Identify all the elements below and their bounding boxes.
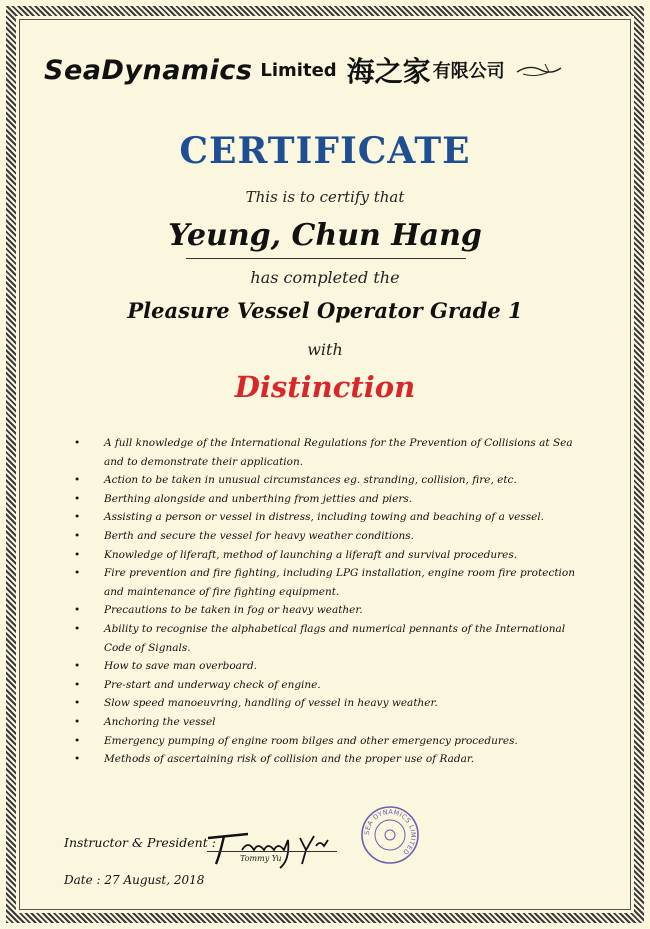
- list-item: [68, 620, 588, 657]
- competency-list: [68, 434, 588, 769]
- list-item-text: How to save man overboard.: [104, 660, 257, 673]
- list-item-text: Anchoring the vessel: [104, 715, 216, 728]
- bullet-icon: •: [74, 734, 81, 747]
- with-line: with: [307, 340, 343, 359]
- list-item: [68, 732, 588, 751]
- list-item-text: Ability to recognise the alphabetical flags and numerical pennants of the International Code of Signals.: [104, 622, 566, 654]
- signature-line: [207, 851, 337, 852]
- company-header: [44, 50, 614, 90]
- course-name: Pleasure Vessel Operator Grade 1: [127, 298, 523, 323]
- list-item: [68, 508, 588, 527]
- list-item-text: Berthing alongside and unberthing from jetties and piers.: [104, 492, 413, 505]
- list-item: [68, 676, 588, 695]
- list-item-text: Action to be taken in unusual circumstances eg. stranding, collision, fire, etc.: [104, 474, 517, 487]
- bullet-icon: •: [74, 548, 81, 561]
- list-item-text: Methods of ascertaining risk of collision and the proper use of Radar.: [104, 753, 475, 766]
- bullet-icon: •: [74, 492, 81, 505]
- list-item-text: A full knowledge of the International Regulations for the Prevention of Collisions at Sea and to demonstrate their application.: [104, 437, 573, 468]
- bullet-icon: •: [74, 567, 81, 580]
- brand-suffix: Limited: [260, 59, 337, 81]
- list-item: [68, 490, 588, 509]
- list-item: [68, 527, 588, 546]
- brand-chinese-name: 海之家: [346, 55, 431, 88]
- list-item: [68, 434, 588, 471]
- bullet-icon: •: [74, 511, 81, 524]
- list-item: [68, 546, 588, 565]
- bullet-icon: •: [74, 529, 81, 542]
- instructor-label: Instructor & President :: [64, 835, 216, 850]
- bullet-icon: •: [74, 622, 81, 635]
- certify-line: This is to certify that: [245, 188, 405, 206]
- list-item: [68, 750, 588, 769]
- boat-logo-icon: [515, 60, 563, 80]
- recipient-name: Yeung, Chun Hang: [168, 218, 482, 253]
- bullet-icon: •: [74, 715, 81, 728]
- list-item: [68, 657, 588, 676]
- list-item-text: Knowledge of liferaft, method of launching a liferaft and survival procedures.: [104, 548, 518, 561]
- completed-line: has completed the: [250, 268, 400, 287]
- bullet-icon: •: [74, 678, 81, 691]
- list-item-text: Fire prevention and fire fighting, including LPG installation, engine room fire protection and maintenance of fire fighting equipment.: [104, 567, 575, 598]
- bullet-icon: •: [74, 697, 81, 710]
- certificate-title: CERTIFICATE: [179, 130, 471, 172]
- list-item-text: Slow speed manoeuvring, handling of vessel in heavy weather.: [104, 697, 438, 710]
- list-item-text: Assisting a person or vessel in distress, including towing and beaching of a vessel.: [104, 511, 545, 524]
- bullet-icon: •: [74, 474, 81, 487]
- brand-chinese-suffix: 有限公司: [432, 61, 505, 82]
- bullet-icon: •: [74, 604, 81, 617]
- name-underline: [186, 258, 466, 259]
- list-item-text: Berth and secure the vessel for heavy weather conditions.: [104, 529, 414, 542]
- list-item-text: Pre-start and underway check of engine.: [104, 678, 321, 691]
- bullet-icon: •: [74, 753, 81, 766]
- list-item-text: Precautions to be taken in fog or heavy weather.: [104, 604, 363, 617]
- signatory-name: Tommy Yu: [240, 854, 282, 863]
- list-item: [68, 694, 588, 713]
- company-seal-icon: [360, 805, 420, 865]
- bullet-icon: •: [74, 437, 81, 449]
- list-item: [68, 471, 588, 490]
- list-item: [68, 564, 588, 601]
- list-item: [68, 601, 588, 620]
- issue-date: Date : 27 August, 2018: [64, 873, 205, 887]
- list-item: [68, 713, 588, 732]
- list-item-text: Emergency pumping of engine room bilges and other emergency procedures.: [104, 734, 518, 747]
- grade-distinction: Distinction: [234, 370, 416, 404]
- svg-text:SEA DYNAMICS LIMITED: SEA DYNAMICS LIMITED: [362, 807, 418, 857]
- brand-name: SeaDynamics: [44, 54, 253, 86]
- bullet-icon: •: [74, 660, 81, 673]
